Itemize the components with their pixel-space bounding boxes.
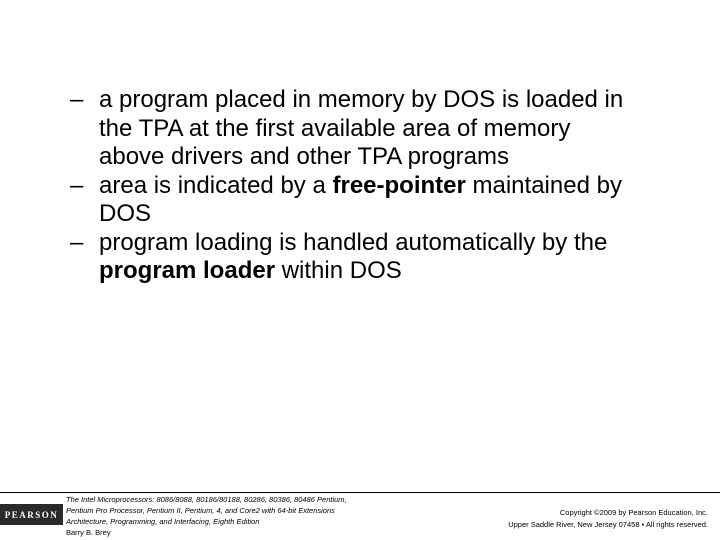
bullet-dash: – [70,228,84,256]
bullet-bold-term: free-pointer [332,171,466,199]
bullet-text-part: within DOS [275,257,402,284]
slide-body [70,86,630,286]
bullet-text-part: a program placed in memory by DOS is loaded in the TPA at the first available area of memory above drivers and other TPA programs [99,86,624,170]
book-title-line: Pentium Pro Processor, Pentium II, Pentium, 4, and Core2 with 64-bit Extensions [66,506,335,515]
bullet-dash: – [70,86,84,113]
book-title-line: Architecture, Programming, and Interfacing, Eighth Edition [66,517,260,526]
book-title-line: The Intel Microprocessors: 8086/8088, 80186/80188, 80286, 80386, 80486 Pentium, [66,495,347,504]
bullet-item [70,229,630,286]
pearson-logo [0,504,63,525]
footer-divider [0,492,720,493]
bullet-item [70,86,630,172]
bullet-text [99,229,630,286]
bullet-text-part: maintained by DOS [99,171,622,227]
bullet-text-part: area is indicated by a [99,171,333,199]
logo-text: PEARSON [4,509,59,520]
book-citation [66,494,396,538]
bullet-dash: – [70,171,84,199]
book-author: Barry B. Brey [66,528,111,537]
bullet-text-part: program loading is handled automatically by the [99,228,608,256]
bullet-bold-term: program loader [99,257,276,284]
bullet-text [99,86,630,172]
copyright-line: Copyright ©2009 by Pearson Education, Inc. [559,508,708,517]
copyright-notice [428,507,708,531]
copyright-line: Upper Saddle River, New Jersey 07458 • All rights reserved. [508,520,708,529]
bullet-text [99,172,630,229]
bullet-item [70,172,630,229]
